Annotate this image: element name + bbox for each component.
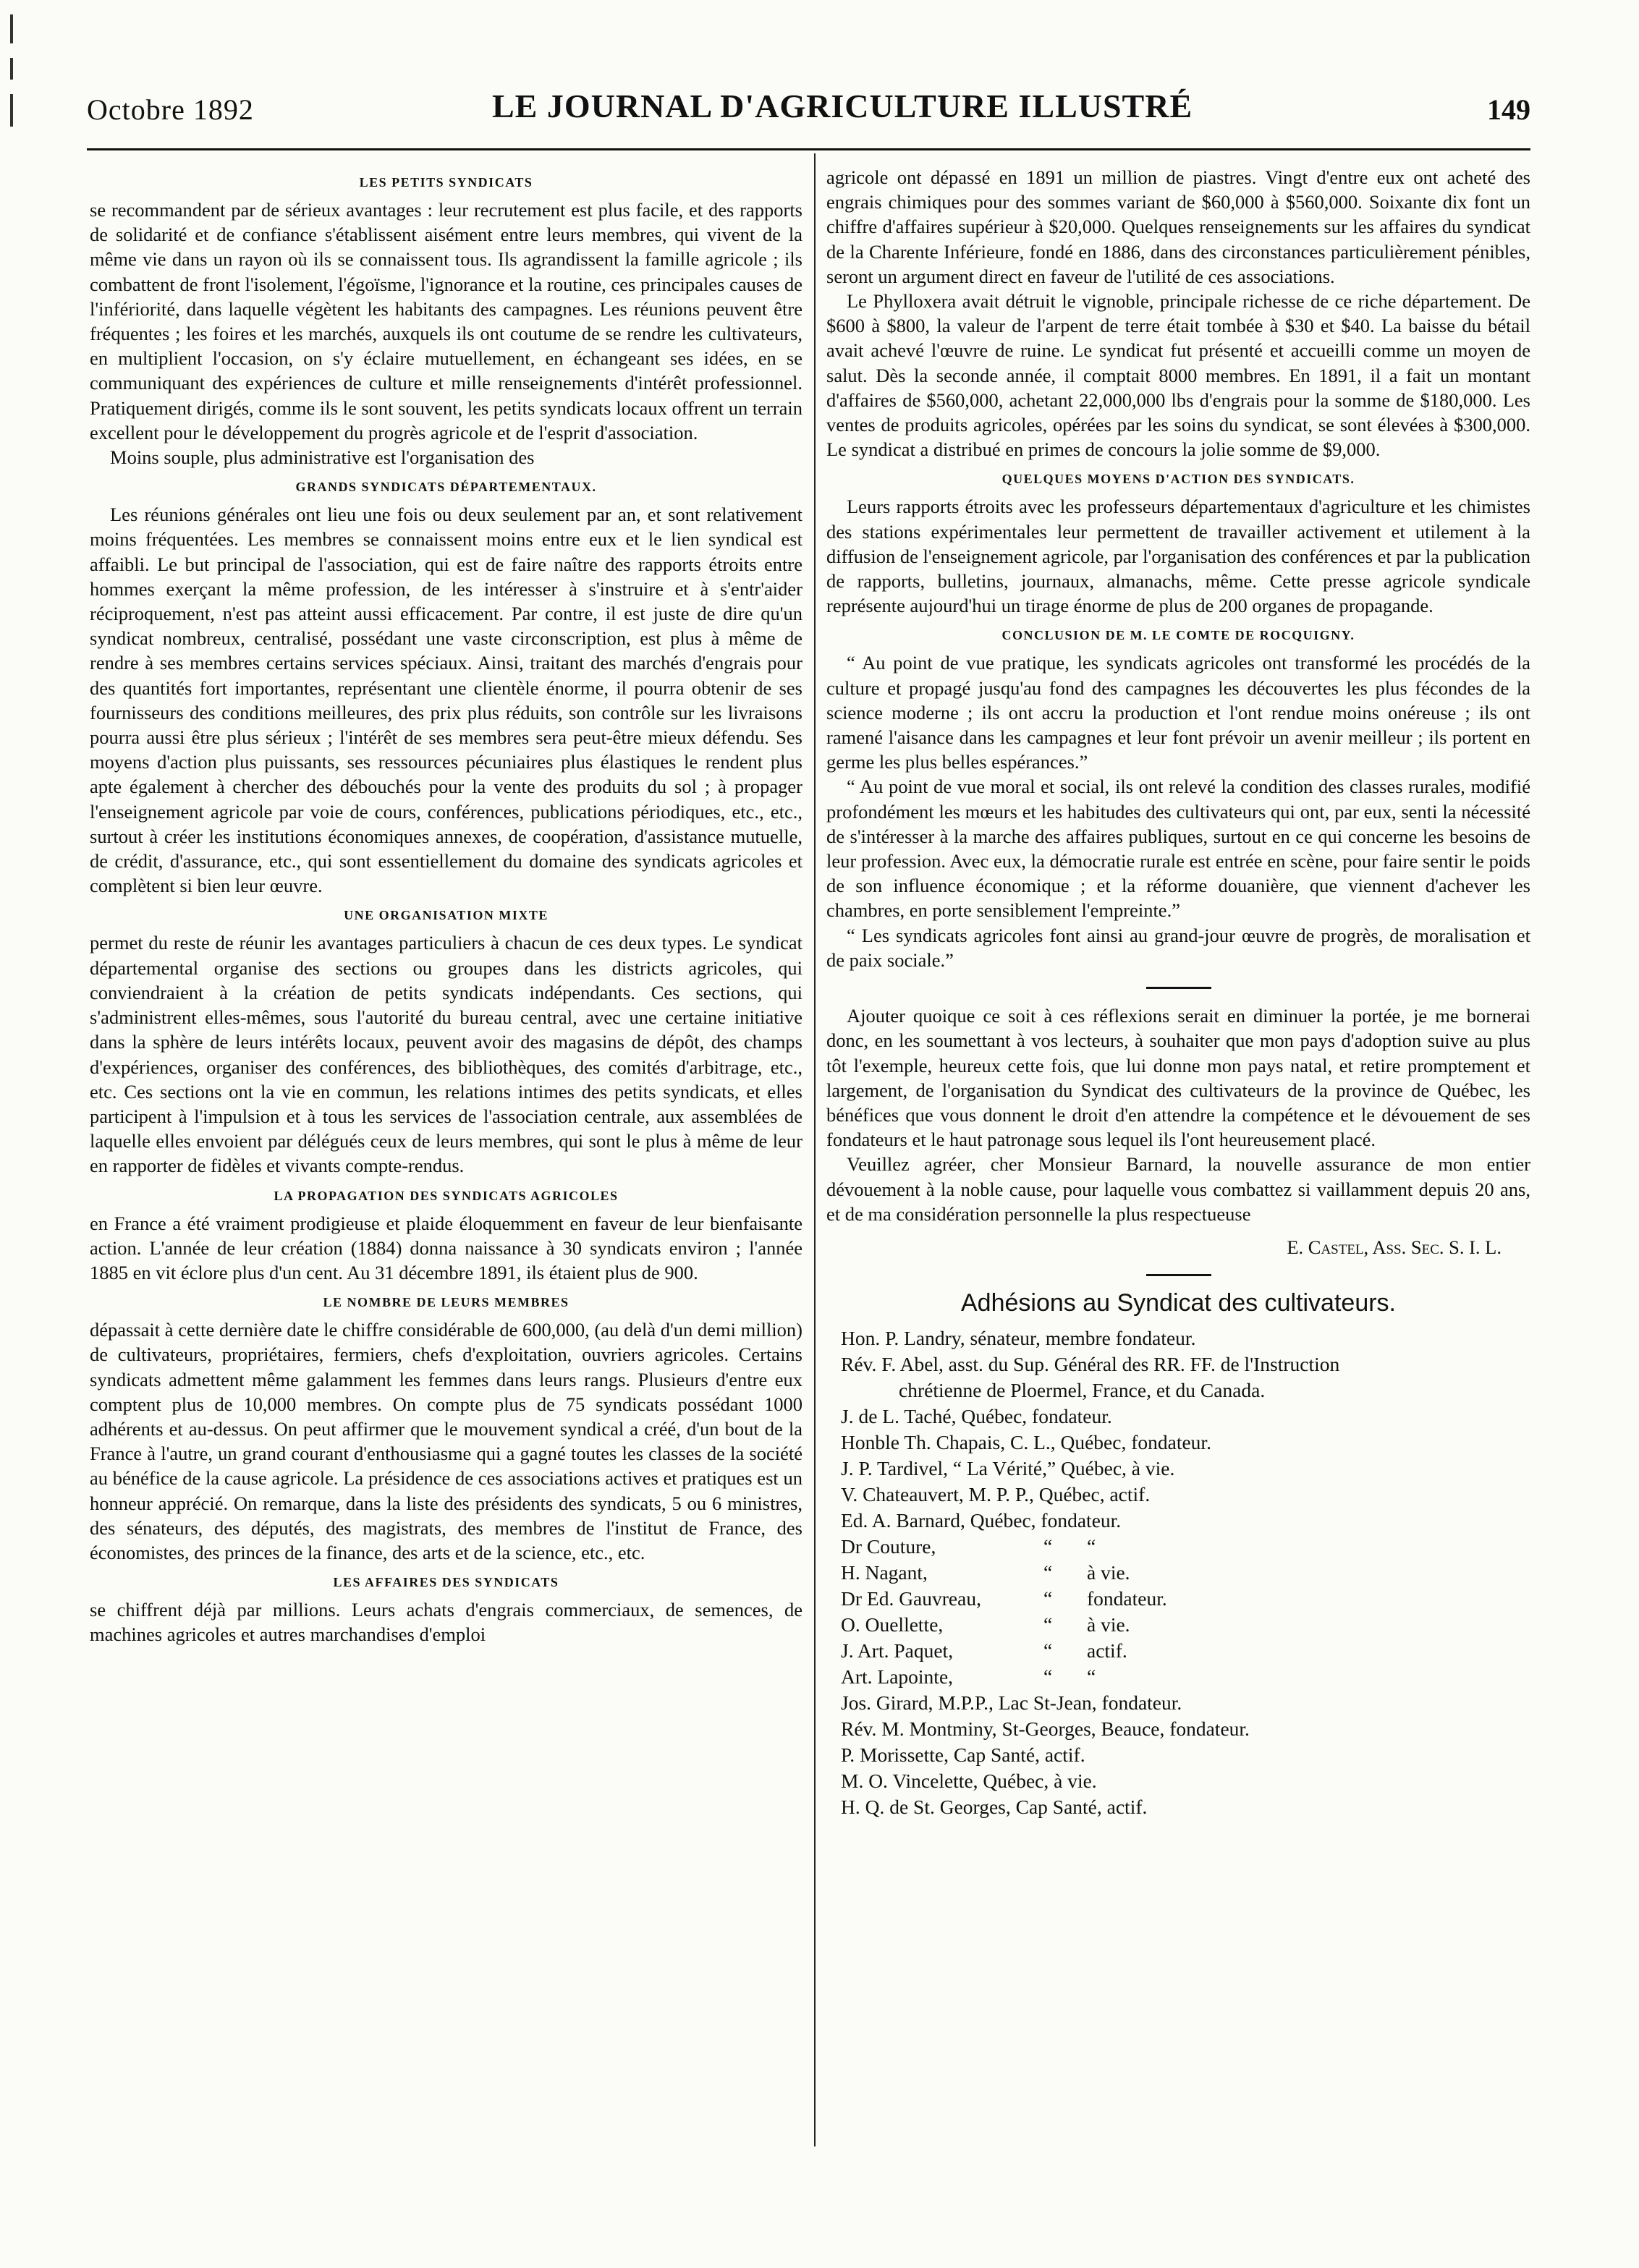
paragraph: Leurs rapports étroits avec les professeurs départementaux d'agriculture et les chimistes des stations expérimentales leur permettent de travailler activement et utilement à la diffusion de l'enseignement agricole, par l'organisation des conférences et par la publication de rapports, bulletins, journaux, almanachs, même. Cette presse agricole syndicale représente aujourd'hui un tirage énorme de plus de 200 organes de propagande. [826, 496, 1530, 617]
member-entry [841, 1794, 1530, 1820]
member-entry [841, 1716, 1530, 1742]
member-entry [841, 1351, 1530, 1377]
members-list [841, 1325, 1530, 1820]
paragraph: dépassait à cette dernière date le chiffre considérable de 600,000, (au delà d'un demi million) de cultivateurs, propriétaires, fermiers, chefs d'exploitation, ouvriers agricoles. Certains syndicats admettent même galamment les femmes dans leurs rangs. Plusieurs d'entre eux comptent plus de 10,000 membres. On compte plus de 75 syndicats possédant 1000 adhérents et au-dessus. On peut affirmer que le mouvement syndical a créé, d'un bout de la France à l'autre, un grand courant d'enthousiasme qui a gagné toutes les classes de la société au bénéfice de la cause agricole. La présidence de ces associations actives et pratiques est un honneur apprécié. On remarque, dans la liste des présidents des syndicats, 5 ou 6 ministres, des sénateurs, des députés, des magistrats, des membres de l'institut de France, des économistes, des princes de la finance, des arts et de la science, etc., etc. [90, 1319, 802, 1563]
member-entry [841, 1325, 1530, 1351]
member-entry [841, 1664, 1530, 1690]
ditto-mark: “ [1043, 1561, 1053, 1584]
member-status: à vie. [1087, 1561, 1130, 1584]
paragraph: Ajouter quoique ce soit à ces réflexions serait en diminuer la portée, je me bornerai donc, en les soumettant à vos lecteurs, à souhaiter que mon pays d'adoption suive au plus tôt l'exemple, heureux cette fois, que lui donne mon pays natal, et retire promptement et largement, de l'organisation du Syndicat des cultivateurs de la province de Québec, les bénéfices que vous donnent le droit d'en attendre la compétence et le dévouement de ses fondateurs et le haut patronage sous lequel ils l'ont heureusement placé. [826, 1005, 1530, 1151]
paragraph: se chiffrent déjà par millions. Leurs achats d'engrais commerciaux, de semences, de machines agricoles et autres marchandises d'emploi [90, 1599, 802, 1646]
paragraph: se recommandent par de sérieux avantages : leur recrutement est plus facile, et des rapports de solidarité et de confiance s'établissent aisément entre leurs membres, qui vivent de la même vie dans un rayon où ils se connaissent tous. Ils agrandissent la famille agricole ; ils combattent de front l'isolement, l'égoïsme, l'ignorance et la routine, ces principales causes de l'infériorité, dans laquelle végètent les habitants des campagnes. Les réunions peuvent être fréquentes ; les foires et les marchés, auxquels ils ont coutume de se rendre les cultivateurs, en multiplient l'occasion, on s'y éclaire mutuellement, en échangeant ses idées, en se communiquant des expériences de culture et mille renseignements d'intérêt professionnel. Pratiquement dirigés, comme ils le sont souvent, les petits syndicats locaux offrent un terrain excellent pour le développement du progrès agricole et de l'esprit d'association. [90, 199, 802, 443]
member-entry [841, 1403, 1530, 1430]
ditto-mark: “ [1043, 1587, 1053, 1610]
member-entry [841, 1690, 1530, 1716]
paragraph: Veuillez agréer, cher Monsieur Barnard, la nouvelle assurance de mon entier dévouement à la noble cause, pour laquelle vous combattez si vaillamment depuis 20 ans, et de ma considération personnelle la plus respectueuse [826, 1153, 1530, 1225]
member-entry [841, 1377, 1530, 1403]
left-column [90, 165, 802, 1647]
member-entry [841, 1456, 1530, 1482]
member-entry [841, 1742, 1530, 1768]
member-status: “ [1087, 1535, 1096, 1558]
member-status: fondateur. [1087, 1587, 1167, 1610]
member-entry [841, 1508, 1530, 1534]
member-text: J. P. Tardivel, “ La Vérité,” Québec, à vie. [841, 1457, 1175, 1480]
member-text: J. de L. Taché, Québec, fondateur. [841, 1405, 1112, 1428]
section-heading: LES AFFAIRES DES SYNDICATS [333, 1575, 559, 1590]
header-date: Octobre 1892 [87, 93, 254, 126]
paragraph: Moins souple, plus administrative est l'organisation des [110, 446, 535, 469]
member-text: Ed. A. Barnard, Québec, fondateur. [841, 1509, 1122, 1532]
member-text: Jos. Girard, M.P.P., Lac St-Jean, fondateur. [841, 1691, 1182, 1715]
member-entry [841, 1768, 1530, 1794]
member-text: P. Morissette, Cap Santé, actif. [841, 1744, 1085, 1767]
adhesions-title: Adhésions au Syndicat des cultivateurs. [960, 1289, 1396, 1317]
section-heading: UNE ORGANISATION MIXTE [344, 908, 549, 923]
member-text-continued: chrétienne de Ploermel, France, et du Canada. [899, 1379, 1266, 1402]
member-entry [841, 1612, 1530, 1638]
ditto-mark: “ [1043, 1665, 1053, 1689]
paragraph: Le Phylloxera avait détruit le vignoble, principale richesse de ce riche département. De $600 à $800, la valeur de l'arpent de terre était tombée à $30 et $40. La baisse du bétail avait achevé l'œuvre de ruine. Le syndicat fut présenté et accueilli comme un moyen de salut. Dès la seconde année, il comptait 8000 membres. En 1891, il a fait un montant d'affaires de $560,000, achetant 22,000,000 lbs d'engrais pour la somme de $180,000. Les ventes de produits agricoles, opérées par les soins du syndicat, se sont élevées à $300,000. Le syndicat a distribué en primes de concours la jolie somme de $9,000. [826, 290, 1530, 461]
member-status: “ [1087, 1665, 1096, 1689]
section-heading: LA PROPAGATION DES SYNDICATS AGRICOLES [274, 1188, 619, 1203]
member-name: H. Nagant, [841, 1561, 928, 1584]
right-column [826, 165, 1530, 1820]
member-text: Hon. P. Landry, sénateur, membre fondateur. [841, 1327, 1196, 1350]
member-entry [841, 1586, 1530, 1612]
section-heading: LES PETITS SYNDICATS [359, 175, 533, 190]
header-rule [87, 148, 1530, 150]
member-entry [841, 1560, 1530, 1586]
page-number: 149 [1487, 93, 1530, 126]
member-name: O. Ouellette, [841, 1613, 944, 1636]
section-heading: LE NOMBRE DE LEURS MEMBRES [323, 1295, 569, 1310]
signature: E. Castel, Ass. Sec. S. I. L. [1287, 1236, 1502, 1258]
member-entry [841, 1534, 1530, 1560]
ditto-mark: “ [1043, 1535, 1053, 1558]
member-status: à vie. [1087, 1613, 1130, 1636]
member-text: V. Chateauvert, M. P. P., Québec, actif. [841, 1483, 1151, 1506]
member-text: Rév. M. Montminy, St-Georges, Beauce, fondateur. [841, 1717, 1250, 1741]
member-name: J. Art. Paquet, [841, 1639, 954, 1662]
margin-marks [10, 14, 14, 145]
separator-rule [1146, 1274, 1211, 1276]
paragraph: “ Au point de vue moral et social, ils ont relevé la condition des classes rurales, modifié profondément les mœurs et les habitudes des cultivateurs qui ont, par eux, senti la nécessité de s'intéresser à la marche des affaires publiques, surtout en ce qui concerne les besoins de leur profession. Avec eux, la démocratie rurale est entrée en scène, pour faire sentir le poids de son influence économique ; et la réforme douanière, que viennent d'achever les chambres, en porte sensiblement l'empreinte.” [826, 776, 1530, 922]
paragraph: en France a été vraiment prodigieuse et plaide éloquemment en faveur de leur bienfaisante action. L'année de leur création (1884) donna naissance à 30 syndicats environ ; l'année 1885 en vit éclore plus d'un cent. Au 31 décembre 1891, ils étaient plus de 900. [90, 1212, 802, 1283]
separator-rule [1146, 987, 1211, 989]
member-status: actif. [1087, 1639, 1127, 1662]
member-entry [841, 1482, 1530, 1508]
member-name: Dr Couture, [841, 1535, 936, 1558]
ditto-mark: “ [1043, 1639, 1053, 1662]
member-name: Art. Lapointe, [841, 1665, 954, 1689]
paragraph: “ Les syndicats agricoles font ainsi au grand-jour œuvre de progrès, de moralisation et de paix sociale.” [826, 924, 1530, 971]
ditto-mark: “ [1043, 1613, 1053, 1636]
member-text: H. Q. de St. Georges, Cap Santé, actif. [841, 1796, 1148, 1819]
member-text: M. O. Vincelette, Québec, à vie. [841, 1770, 1097, 1793]
paragraph: Les réunions générales ont lieu une fois ou deux seulement par an, et sont relativement moins fréquentées. Les membres se connaissent moins entre eux et le lien syndical est affaibli. Le but principal de l'association, qui est de faire naître des rapports étroits entre hommes exerçant la même profession, de les intéresser à s'instruire et à s'entr'aider réciproquement, n'est pas atteint aussi efficacement. Par contre, il est juste de dire qu'un syndicat nombreux, centralisé, possédant une vaste circonscription, est plus à même de rendre à ses membres certains services spéciaux. Ainsi, traitant des marchés d'engrais pour des quantités fort importantes, représentant une clientèle énorme, il pourra obtenir de ses fournisseurs des conditions meilleures, des prix plus réduits, son contrôle sur les livraisons pourra aussi être plus sérieux ; l'intérêt de ses membres sera peut-être mieux défendu. Ses moyens d'action plus puissants, ses ressources pécuniaires plus élastiques le rendent plus apte également à chercher des débouchés pour la vente des produits du sol ; à propager l'enseignement agricole par voie de cours, conférences, publications périodiques, etc., etc., surtout à créer les institutions économiques annexes, de coopération, d'assistance mutuelle, de crédit, d'assurance, etc., qui sont essentiellement du domaine des syndicats agricoles et complètent si bien leur œuvre. [90, 504, 802, 897]
section-heading: GRANDS SYNDICATS DÉPARTEMENTAUX. [295, 480, 597, 495]
column-divider [814, 153, 816, 2146]
member-text: Rév. F. Abel, asst. du Sup. Général des RR. FF. de l'Instruction [841, 1353, 1340, 1376]
member-text: Honble Th. Chapais, C. L., Québec, fondateur. [841, 1431, 1211, 1454]
section-heading: QUELQUES MOYENS D'ACTION DES SYNDICATS. [1001, 472, 1355, 487]
section-heading: CONCLUSION DE M. LE COMTE DE ROCQUIGNY. [1001, 628, 1355, 643]
member-entry [841, 1430, 1530, 1456]
right-column-text [826, 165, 1530, 1276]
page-header [87, 85, 1530, 129]
member-name: Dr Ed. Gauvreau, [841, 1587, 981, 1610]
paragraph: agricole ont dépassé en 1891 un million de piastres. Vingt d'entre eux ont acheté des engrais chimiques pour des sommes variant de $60,000 à $560,000. Soixante dix font un chiffre d'affaires supérieur à $20,000. Quelques renseignements sur les affaires du syndicat de la Charente Inférieure, fondé en 1886, dans des circonstances particulièrement pénibles, seront un argument direct en faveur de l'utilité de ces associations. [826, 166, 1530, 287]
paragraph: permet du reste de réunir les avantages particuliers à chacun de ces deux types. Le syndicat départemental organise des sections ou groupes dans les districts agricoles, qui conviendraient à la création de petits syndicats indépendants. Ces sections, qui s'administrent elles-mêmes, sous l'autorité du bureau central, avec une certaine initiative dans la sphère de leurs intérêts locaux, peuvent avoir des magasins de dépôt, des champs d'expériences, organiser des conférences, des bibliothèques, des comités d'arbitrage, etc., etc. Ces sections ont la vie en commun, les relations intimes des petits syndicats, et elles participent à l'impulsion et à tous les services de l'association centrale, aux assemblées de laquelle elles envoient par délégués ceux de leurs membres, qui sont le plus à même de leur en rapporter de fidèles et vivants compte-rendus. [90, 932, 802, 1177]
journal-title: LE JOURNAL D'AGRICULTURE ILLUSTRÉ [492, 88, 1193, 124]
paragraph: “ Au point de vue pratique, les syndicats agricoles ont transformé les procédés de la culture et propagé jusqu'au fond des campagnes les découvertes les plus fécondes de la science moderne ; ils ont accru la production et l'ont rendue moins onéreuse ; ils ont ramené l'aisance dans les campagnes et leur font prévoir un avenir meilleur ; ils portent en germe les plus belles espérances.” [826, 652, 1530, 773]
member-entry [841, 1638, 1530, 1664]
